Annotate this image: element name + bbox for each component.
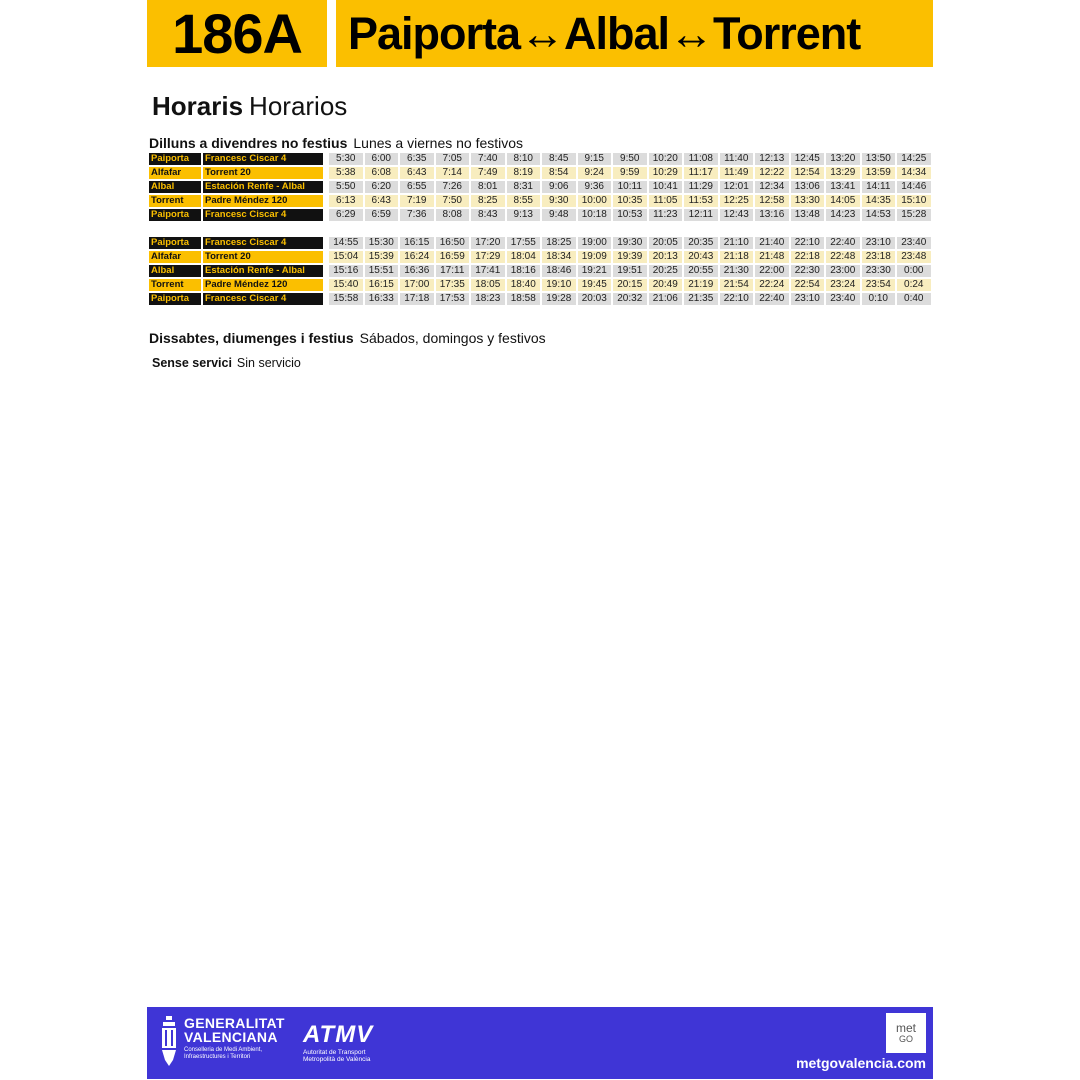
departure-time: 10:41 — [649, 181, 683, 193]
departure-time: 8:25 — [471, 195, 505, 207]
departure-time: 13:41 — [826, 181, 860, 193]
departure-time: 13:59 — [862, 167, 896, 179]
departure-time: 14:05 — [826, 195, 860, 207]
departure-time: 11:49 — [720, 167, 754, 179]
departure-time: 6:20 — [365, 181, 399, 193]
page-title — [152, 93, 347, 119]
departure-time: 6:43 — [400, 167, 434, 179]
departure-time: 12:43 — [720, 209, 754, 221]
no-service-es: Sin servicio — [236, 356, 301, 370]
stop-name: Torrent 20 — [203, 167, 323, 179]
departure-time: 13:16 — [755, 209, 789, 221]
departure-time: 9:50 — [613, 153, 647, 165]
departure-time: 18:16 — [507, 265, 541, 277]
column-gap — [325, 181, 327, 193]
departure-time: 19:39 — [613, 251, 647, 263]
stop-town: Paiporta — [149, 293, 201, 305]
weekend-label-ca: Dissabtes, diumenges i festius — [149, 330, 354, 346]
departure-time: 16:33 — [365, 293, 399, 305]
departure-time: 19:51 — [613, 265, 647, 277]
departure-time: 12:54 — [791, 167, 825, 179]
departure-time: 11:17 — [684, 167, 718, 179]
departure-time: 22:30 — [791, 265, 825, 277]
stop-town: Alfafar — [149, 251, 201, 263]
weekend-heading — [149, 331, 546, 345]
departure-time: 5:50 — [329, 181, 363, 193]
departure-time: 23:48 — [897, 251, 931, 263]
departure-time: 0:24 — [897, 279, 931, 291]
departure-time: 14:25 — [897, 153, 931, 165]
departure-time: 21:35 — [684, 293, 718, 305]
departure-time: 14:35 — [862, 195, 896, 207]
departure-time: 19:30 — [613, 237, 647, 249]
departure-time: 20:49 — [649, 279, 683, 291]
departure-time: 8:54 — [542, 167, 576, 179]
weekday-label-es: Lunes a viernes no festivos — [353, 135, 524, 151]
departure-time: 17:00 — [400, 279, 434, 291]
departure-time: 23:40 — [826, 293, 860, 305]
departure-time: 17:55 — [507, 237, 541, 249]
column-gap — [325, 293, 327, 305]
website-link[interactable]: metgovalencia.com — [796, 1055, 926, 1071]
departure-time: 20:25 — [649, 265, 683, 277]
departure-time: 19:00 — [578, 237, 612, 249]
departure-time: 21:30 — [720, 265, 754, 277]
departure-time: 14:34 — [897, 167, 931, 179]
schedule-row — [149, 251, 931, 263]
departure-time: 22:18 — [791, 251, 825, 263]
stop-town: Albal — [149, 265, 201, 277]
departure-time: 7:36 — [400, 209, 434, 221]
departure-time: 9:59 — [613, 167, 647, 179]
departure-time: 17:18 — [400, 293, 434, 305]
departure-time: 14:11 — [862, 181, 896, 193]
departure-time: 18:23 — [471, 293, 505, 305]
title-ca: Horaris — [152, 91, 244, 121]
departure-time: 11:05 — [649, 195, 683, 207]
departure-time: 18:46 — [542, 265, 576, 277]
departure-time: 15:51 — [365, 265, 399, 277]
departure-time: 22:40 — [755, 293, 789, 305]
departure-time: 16:50 — [436, 237, 470, 249]
departure-time: 15:30 — [365, 237, 399, 249]
schedule-table-morning — [147, 151, 933, 223]
stop-name: Francesc Ciscar 4 — [203, 237, 323, 249]
departure-time: 9:30 — [542, 195, 576, 207]
departure-time: 17:11 — [436, 265, 470, 277]
departure-time: 18:25 — [542, 237, 576, 249]
schedule-row — [149, 265, 931, 277]
departure-time: 22:48 — [826, 251, 860, 263]
atmv-subtitle-2: Metropolità de València — [303, 1056, 371, 1063]
stop-town: Torrent — [149, 279, 201, 291]
departure-time: 23:30 — [862, 265, 896, 277]
departure-time: 17:41 — [471, 265, 505, 277]
departure-time: 10:29 — [649, 167, 683, 179]
stop-name: Francesc Ciscar 4 — [203, 293, 323, 305]
departure-time: 6:00 — [365, 153, 399, 165]
departure-time: 15:58 — [329, 293, 363, 305]
atmv-logo-text: ATMV — [303, 1021, 374, 1048]
departure-time: 5:38 — [329, 167, 363, 179]
departure-time: 13:48 — [791, 209, 825, 221]
departure-time: 20:35 — [684, 237, 718, 249]
column-gap — [325, 153, 327, 165]
metgo-logo-top: met — [895, 1021, 916, 1035]
departure-time: 7:49 — [471, 167, 505, 179]
departure-time: 11:53 — [684, 195, 718, 207]
route-banner — [336, 0, 933, 67]
departure-time: 15:39 — [365, 251, 399, 263]
departure-time: 6:43 — [365, 195, 399, 207]
departure-time: 13:30 — [791, 195, 825, 207]
schedule-row — [149, 167, 931, 179]
departure-time: 17:35 — [436, 279, 470, 291]
departure-time: 7:26 — [436, 181, 470, 193]
metgo-logo — [886, 1013, 926, 1053]
schedule-row — [149, 195, 931, 207]
departure-time: 16:36 — [400, 265, 434, 277]
footer-bar — [147, 1007, 933, 1079]
stop-name: Francesc Ciscar 4 — [203, 153, 323, 165]
departure-time: 8:31 — [507, 181, 541, 193]
departure-time: 16:24 — [400, 251, 434, 263]
departure-time: 12:45 — [791, 153, 825, 165]
departure-time: 7:05 — [436, 153, 470, 165]
stop-name: Padre Méndez 120 — [203, 195, 323, 207]
departure-time: 13:20 — [826, 153, 860, 165]
departure-time: 15:16 — [329, 265, 363, 277]
departure-time: 6:55 — [400, 181, 434, 193]
departure-time: 8:19 — [507, 167, 541, 179]
line-number-badge — [147, 0, 327, 67]
departure-time: 15:28 — [897, 209, 931, 221]
departure-time: 11:40 — [720, 153, 754, 165]
departure-time: 17:53 — [436, 293, 470, 305]
departure-time: 20:15 — [613, 279, 647, 291]
departure-time: 7:19 — [400, 195, 434, 207]
departure-time: 21:19 — [684, 279, 718, 291]
departure-time: 14:55 — [329, 237, 363, 249]
departure-time: 11:23 — [649, 209, 683, 221]
schedule-row — [149, 209, 931, 221]
column-gap — [325, 209, 327, 221]
departure-time: 16:15 — [365, 279, 399, 291]
departure-time: 12:22 — [755, 167, 789, 179]
atmv-subtitle-1: Autoritat de Transport — [303, 1049, 366, 1056]
metgo-logo-bottom: GO — [898, 1034, 913, 1044]
departure-time: 14:53 — [862, 209, 896, 221]
line-number: 186A — [172, 1, 302, 65]
departure-time: 18:34 — [542, 251, 576, 263]
departure-time: 12:34 — [755, 181, 789, 193]
departure-time: 20:43 — [684, 251, 718, 263]
departure-time: 17:29 — [471, 251, 505, 263]
generalitat-dept-1: Conselleria de Medi Ambient, — [184, 1047, 263, 1053]
departure-time: 8:10 — [507, 153, 541, 165]
title-es: Horarios — [249, 91, 348, 121]
atmv-subtitle — [303, 1049, 373, 1063]
generalitat-dept-2: Infraestructures i Territori — [184, 1054, 251, 1060]
departure-time: 20:55 — [684, 265, 718, 277]
departure-time: 17:20 — [471, 237, 505, 249]
schedule-row — [149, 153, 931, 165]
stop-name: Padre Méndez 120 — [203, 279, 323, 291]
departure-time: 10:00 — [578, 195, 612, 207]
departure-time: 18:05 — [471, 279, 505, 291]
departure-time: 23:54 — [862, 279, 896, 291]
departure-time: 15:04 — [329, 251, 363, 263]
departure-time: 16:15 — [400, 237, 434, 249]
departure-time: 19:09 — [578, 251, 612, 263]
departure-time: 10:20 — [649, 153, 683, 165]
departure-time: 6:08 — [365, 167, 399, 179]
departure-time: 20:03 — [578, 293, 612, 305]
departure-time: 9:13 — [507, 209, 541, 221]
schedule-row — [149, 181, 931, 193]
departure-time: 23:40 — [897, 237, 931, 249]
departure-time: 22:40 — [826, 237, 860, 249]
generalitat-logo — [159, 1016, 285, 1066]
departure-time: 21:10 — [720, 237, 754, 249]
departure-time: 8:45 — [542, 153, 576, 165]
departure-time: 8:08 — [436, 209, 470, 221]
departure-time: 23:24 — [826, 279, 860, 291]
column-gap — [325, 237, 327, 249]
route-name: Paiporta↔Albal↔Torrent — [348, 8, 861, 59]
departure-time: 14:23 — [826, 209, 860, 221]
departure-time: 21:18 — [720, 251, 754, 263]
departure-time: 12:01 — [720, 181, 754, 193]
departure-time: 9:48 — [542, 209, 576, 221]
stop-town: Albal — [149, 181, 201, 193]
departure-time: 21:06 — [649, 293, 683, 305]
departure-time: 20:13 — [649, 251, 683, 263]
departure-time: 10:11 — [613, 181, 647, 193]
weekday-heading — [149, 136, 523, 150]
no-service-ca: Sense servici — [152, 356, 232, 370]
generalitat-dept — [184, 1047, 285, 1061]
schedule-table-afternoon — [147, 235, 933, 307]
departure-time: 10:35 — [613, 195, 647, 207]
departure-time: 16:59 — [436, 251, 470, 263]
stop-name: Estación Renfe - Albal — [203, 181, 323, 193]
departure-time: 20:05 — [649, 237, 683, 249]
departure-time: 18:04 — [507, 251, 541, 263]
stop-name: Francesc Ciscar 4 — [203, 209, 323, 221]
stop-town: Paiporta — [149, 237, 201, 249]
departure-time: 15:40 — [329, 279, 363, 291]
generalitat-name-2: VALENCIANA — [184, 1029, 278, 1045]
departure-time: 6:29 — [329, 209, 363, 221]
departure-time: 10:18 — [578, 209, 612, 221]
stop-name: Estación Renfe - Albal — [203, 265, 323, 277]
departure-time: 19:28 — [542, 293, 576, 305]
departure-time: 12:13 — [755, 153, 789, 165]
departure-time: 7:50 — [436, 195, 470, 207]
departure-time: 13:29 — [826, 167, 860, 179]
column-gap — [325, 265, 327, 277]
departure-time: 19:45 — [578, 279, 612, 291]
departure-time: 11:08 — [684, 153, 718, 165]
departure-time: 12:58 — [755, 195, 789, 207]
departure-time: 18:40 — [507, 279, 541, 291]
departure-time: 23:10 — [791, 293, 825, 305]
departure-time: 20:32 — [613, 293, 647, 305]
departure-time: 9:15 — [578, 153, 612, 165]
no-service-note — [152, 357, 301, 370]
departure-time: 8:43 — [471, 209, 505, 221]
departure-time: 0:40 — [897, 293, 931, 305]
departure-time: 9:36 — [578, 181, 612, 193]
stop-name: Torrent 20 — [203, 251, 323, 263]
departure-time: 19:10 — [542, 279, 576, 291]
departure-time: 9:06 — [542, 181, 576, 193]
departure-time: 13:50 — [862, 153, 896, 165]
column-gap — [325, 195, 327, 207]
departure-time: 23:00 — [826, 265, 860, 277]
departure-time: 8:01 — [471, 181, 505, 193]
departure-time: 11:29 — [684, 181, 718, 193]
generalitat-name-1: GENERALITAT — [184, 1015, 285, 1031]
departure-time: 6:59 — [365, 209, 399, 221]
stop-town: Alfafar — [149, 167, 201, 179]
departure-time: 23:18 — [862, 251, 896, 263]
departure-time: 22:00 — [755, 265, 789, 277]
departure-time: 14:46 — [897, 181, 931, 193]
column-gap — [325, 251, 327, 263]
weekday-label-ca: Dilluns a divendres no festius — [149, 135, 348, 151]
departure-time: 15:10 — [897, 195, 931, 207]
stop-town: Paiporta — [149, 209, 201, 221]
departure-time: 23:10 — [862, 237, 896, 249]
departure-time: 10:53 — [613, 209, 647, 221]
departure-time: 7:40 — [471, 153, 505, 165]
generalitat-crest-icon — [159, 1016, 179, 1066]
departure-time: 19:21 — [578, 265, 612, 277]
departure-time: 5:30 — [329, 153, 363, 165]
departure-time: 22:10 — [720, 293, 754, 305]
column-gap — [325, 167, 327, 179]
departure-time: 21:40 — [755, 237, 789, 249]
column-gap — [325, 279, 327, 291]
departure-time: 22:54 — [791, 279, 825, 291]
departure-time: 0:10 — [862, 293, 896, 305]
stop-town: Torrent — [149, 195, 201, 207]
atmv-logo — [303, 1023, 373, 1063]
departure-time: 12:25 — [720, 195, 754, 207]
schedule-row — [149, 279, 931, 291]
stop-town: Paiporta — [149, 153, 201, 165]
departure-time: 9:24 — [578, 167, 612, 179]
departure-time: 8:55 — [507, 195, 541, 207]
departure-time: 6:35 — [400, 153, 434, 165]
departure-time: 18:58 — [507, 293, 541, 305]
weekend-label-es: Sábados, domingos y festivos — [359, 330, 546, 346]
schedule-row — [149, 237, 931, 249]
departure-time: 7:14 — [436, 167, 470, 179]
departure-time: 21:54 — [720, 279, 754, 291]
departure-time: 22:10 — [791, 237, 825, 249]
departure-time: 13:06 — [791, 181, 825, 193]
departure-time: 22:24 — [755, 279, 789, 291]
departure-time: 0:00 — [897, 265, 931, 277]
departure-time: 12:11 — [684, 209, 718, 221]
schedule-row — [149, 293, 931, 305]
departure-time: 6:13 — [329, 195, 363, 207]
departure-time: 21:48 — [755, 251, 789, 263]
